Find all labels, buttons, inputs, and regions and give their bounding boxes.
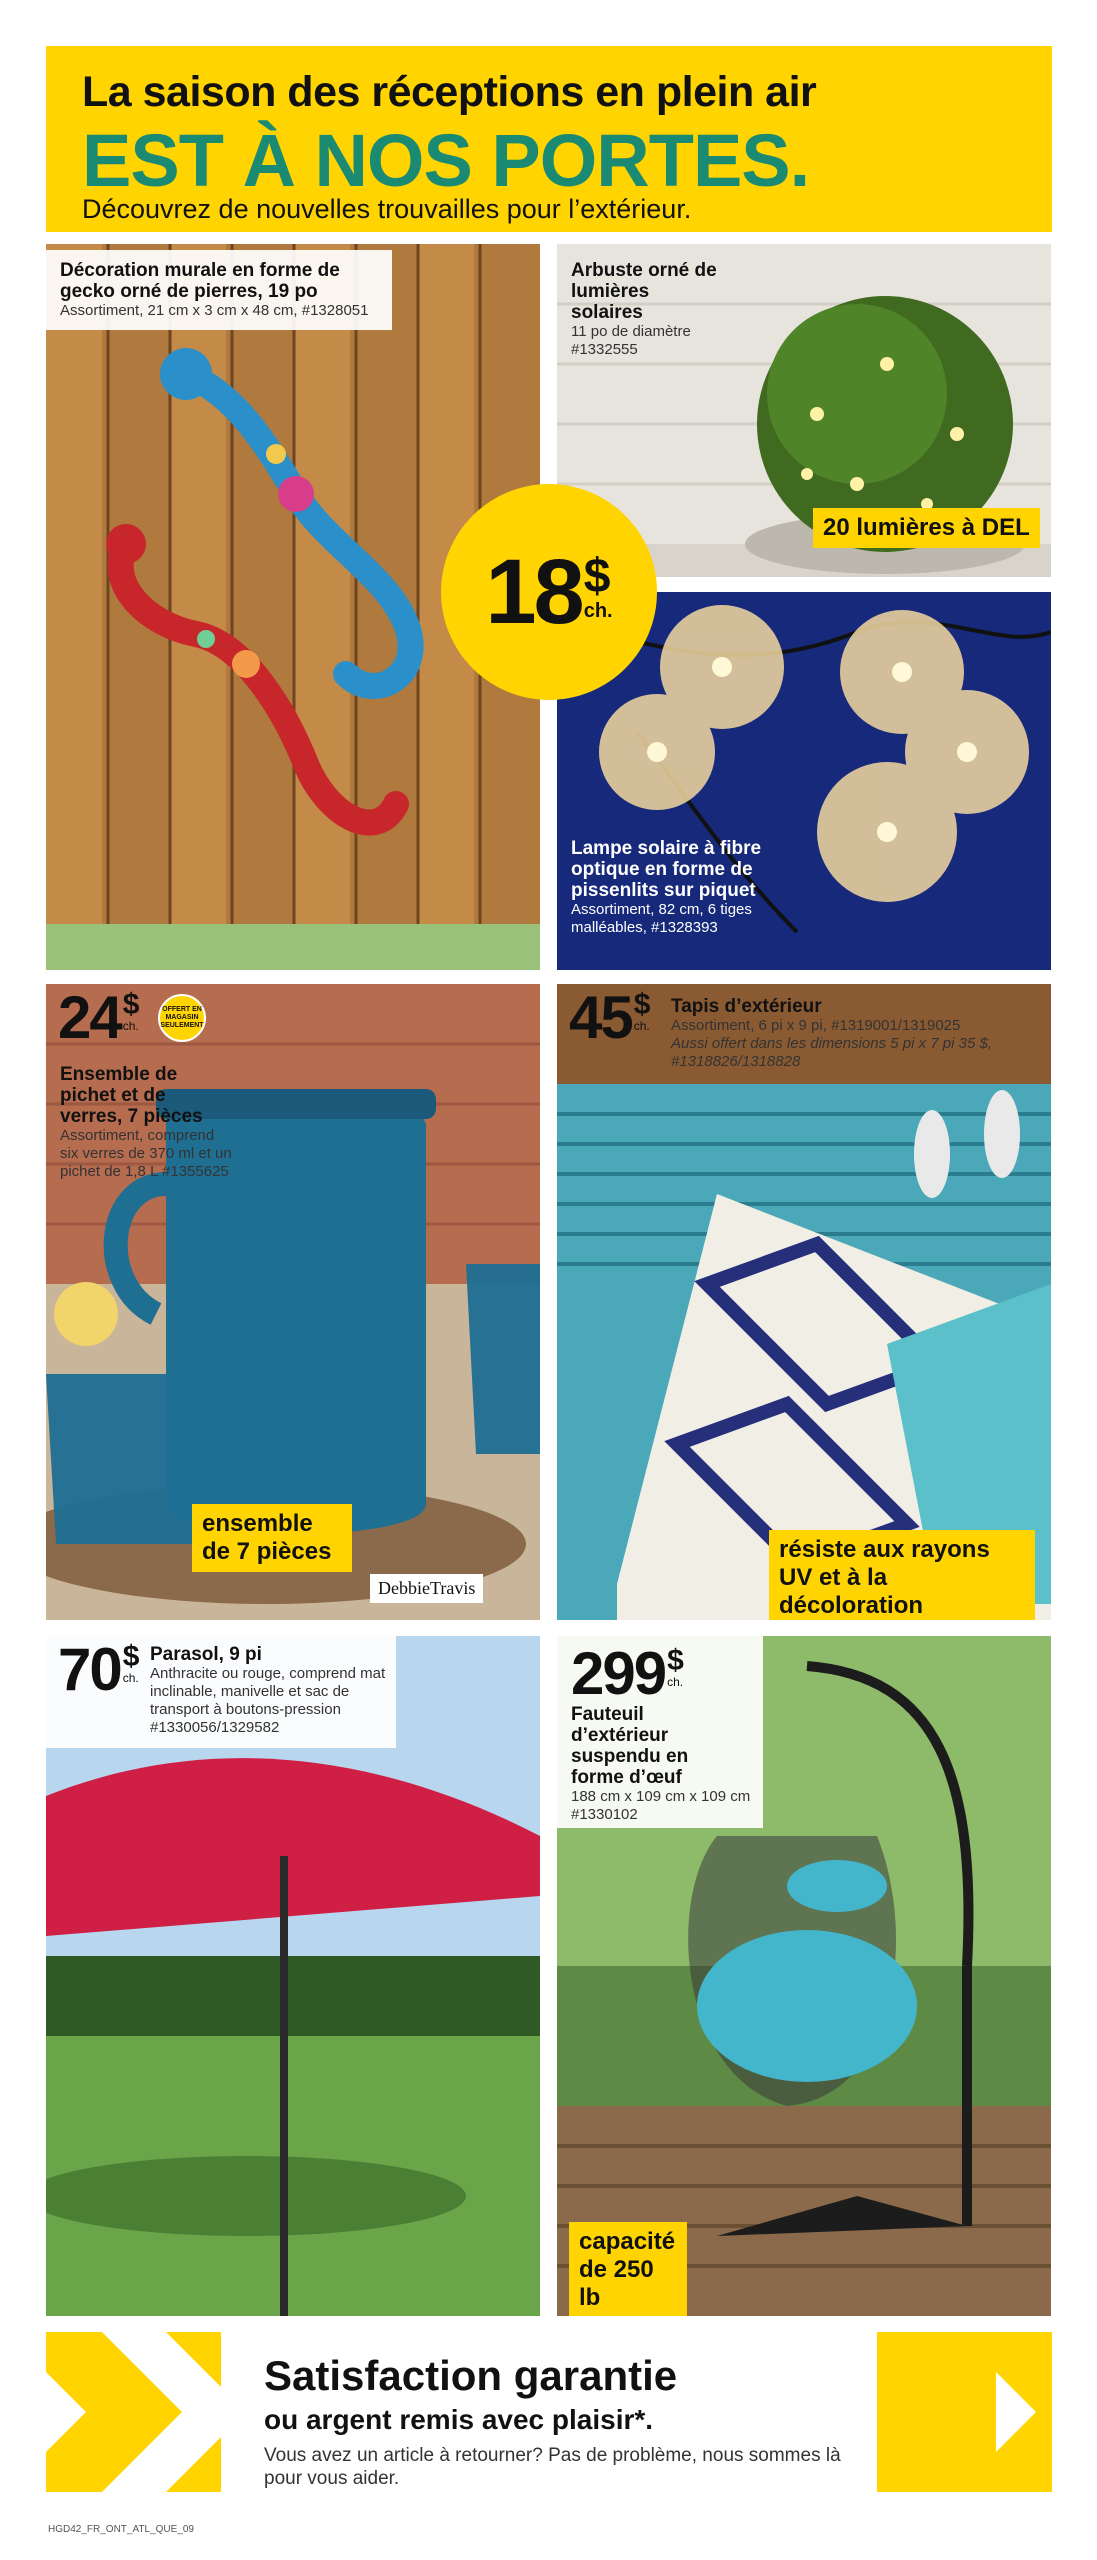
price-badge-amount: 18 (485, 541, 582, 643)
shrub-spec-size: 11 po de diamètre (571, 323, 691, 340)
lamp-name: Lampe solaire à fibre optique en forme de pissenlits sur piquet (571, 838, 762, 901)
gecko-info (46, 250, 392, 330)
parasol-info (46, 1636, 396, 1748)
in-store-only-sticker: OFFERT EN MAGASIN SEULEMENT (158, 994, 206, 1042)
guarantee-banner (46, 2332, 1052, 2492)
shrub-info (557, 250, 737, 369)
lamp-info (557, 828, 797, 947)
lamp-spec: Assortiment, 82 cm, 6 tiges malléables, #1328393 (571, 901, 752, 936)
shrub-spec-sku: #1332555 (571, 341, 638, 358)
rug-note: Aussi offert dans les dimensions 5 pi x 7 pi 35 $, #1318826/1318828 (671, 1035, 993, 1070)
header-line1: La saison des réceptions en plein air (82, 68, 817, 116)
price-badge-suffix: ch. (583, 600, 613, 622)
product-rug-panel[interactable] (557, 984, 1051, 1620)
product-parasol-panel[interactable] (46, 1636, 540, 2316)
guarantee-subtitle: ou argent remis avec plaisir*. (264, 2404, 654, 2435)
gecko-spec: Assortiment, 21 cm x 3 cm x 48 cm, #1328051 (60, 302, 369, 319)
rug-info (657, 986, 1037, 1081)
rug-spec: Assortiment, 6 pi x 9 pi, #1319001/1319025 (671, 1017, 961, 1034)
chair-info (557, 1636, 763, 1828)
product-pitcher-panel[interactable] (46, 984, 540, 1620)
product-chair-panel[interactable] (557, 1636, 1051, 2316)
header-line3: Découvrez de nouvelles trouvailles pour l’extérieur. (82, 194, 692, 224)
parasol-spec: Anthracite ou rouge, comprend mat inclinable, manivelle et sac de transport à boutons-pression #1330056/1329582 (150, 1665, 386, 1736)
pitcher-name: Ensemble de pichet et de verres, 7 pièces (60, 1064, 203, 1127)
rug-price: 45 $ ch. (569, 984, 651, 1051)
pitcher-info (46, 1054, 246, 1191)
rug-name: Tapis d’extérieur (671, 996, 822, 1017)
page-code: HGD42_FR_ONT_ATL_QUE_09 (48, 2524, 194, 2535)
gecko-name: Décoration murale en forme de gecko orné de pierres, 19 po (60, 260, 340, 302)
price-badge-currency: $ (583, 550, 611, 603)
parasol-name: Parasol, 9 pi (150, 1644, 262, 1665)
chair-price: 299 $ ch. (571, 1640, 684, 1707)
header-banner (46, 46, 1052, 232)
parasol-price: 70 $ ch. (58, 1636, 140, 1703)
rug-callout: résiste aux rayons UV et à la décoloration (769, 1530, 1035, 1620)
header-line2: EST À NOS PORTES. (82, 119, 810, 202)
guarantee-title: Satisfaction garantie (264, 2352, 678, 2399)
price-badge-18 (441, 484, 657, 700)
shrub-callout: 20 lumières à DEL (813, 508, 1040, 548)
pitcher-price: 24 $ ch. (58, 984, 140, 1051)
chair-name: Fauteuil d’extérieur suspendu en forme d’œuf (571, 1704, 689, 1788)
brand-logo: DebbieTravis (370, 1574, 483, 1603)
pitcher-spec: Assortiment, comprend six verres de 370 ml et un pichet de 1,8 L #1355625 (60, 1127, 232, 1180)
shrub-name: Arbuste orné de lumières solaires (571, 260, 717, 323)
chair-callout: capacité de 250 lb (569, 2222, 687, 2316)
chair-spec: 188 cm x 109 cm x 109 cm #1330102 (571, 1788, 751, 1823)
guarantee-text: Vous avez un article à retourner? Pas de problème, nous sommes là pour vous aider. (264, 2445, 841, 2489)
pitcher-callout: ensemble de 7 pièces (192, 1504, 352, 1572)
